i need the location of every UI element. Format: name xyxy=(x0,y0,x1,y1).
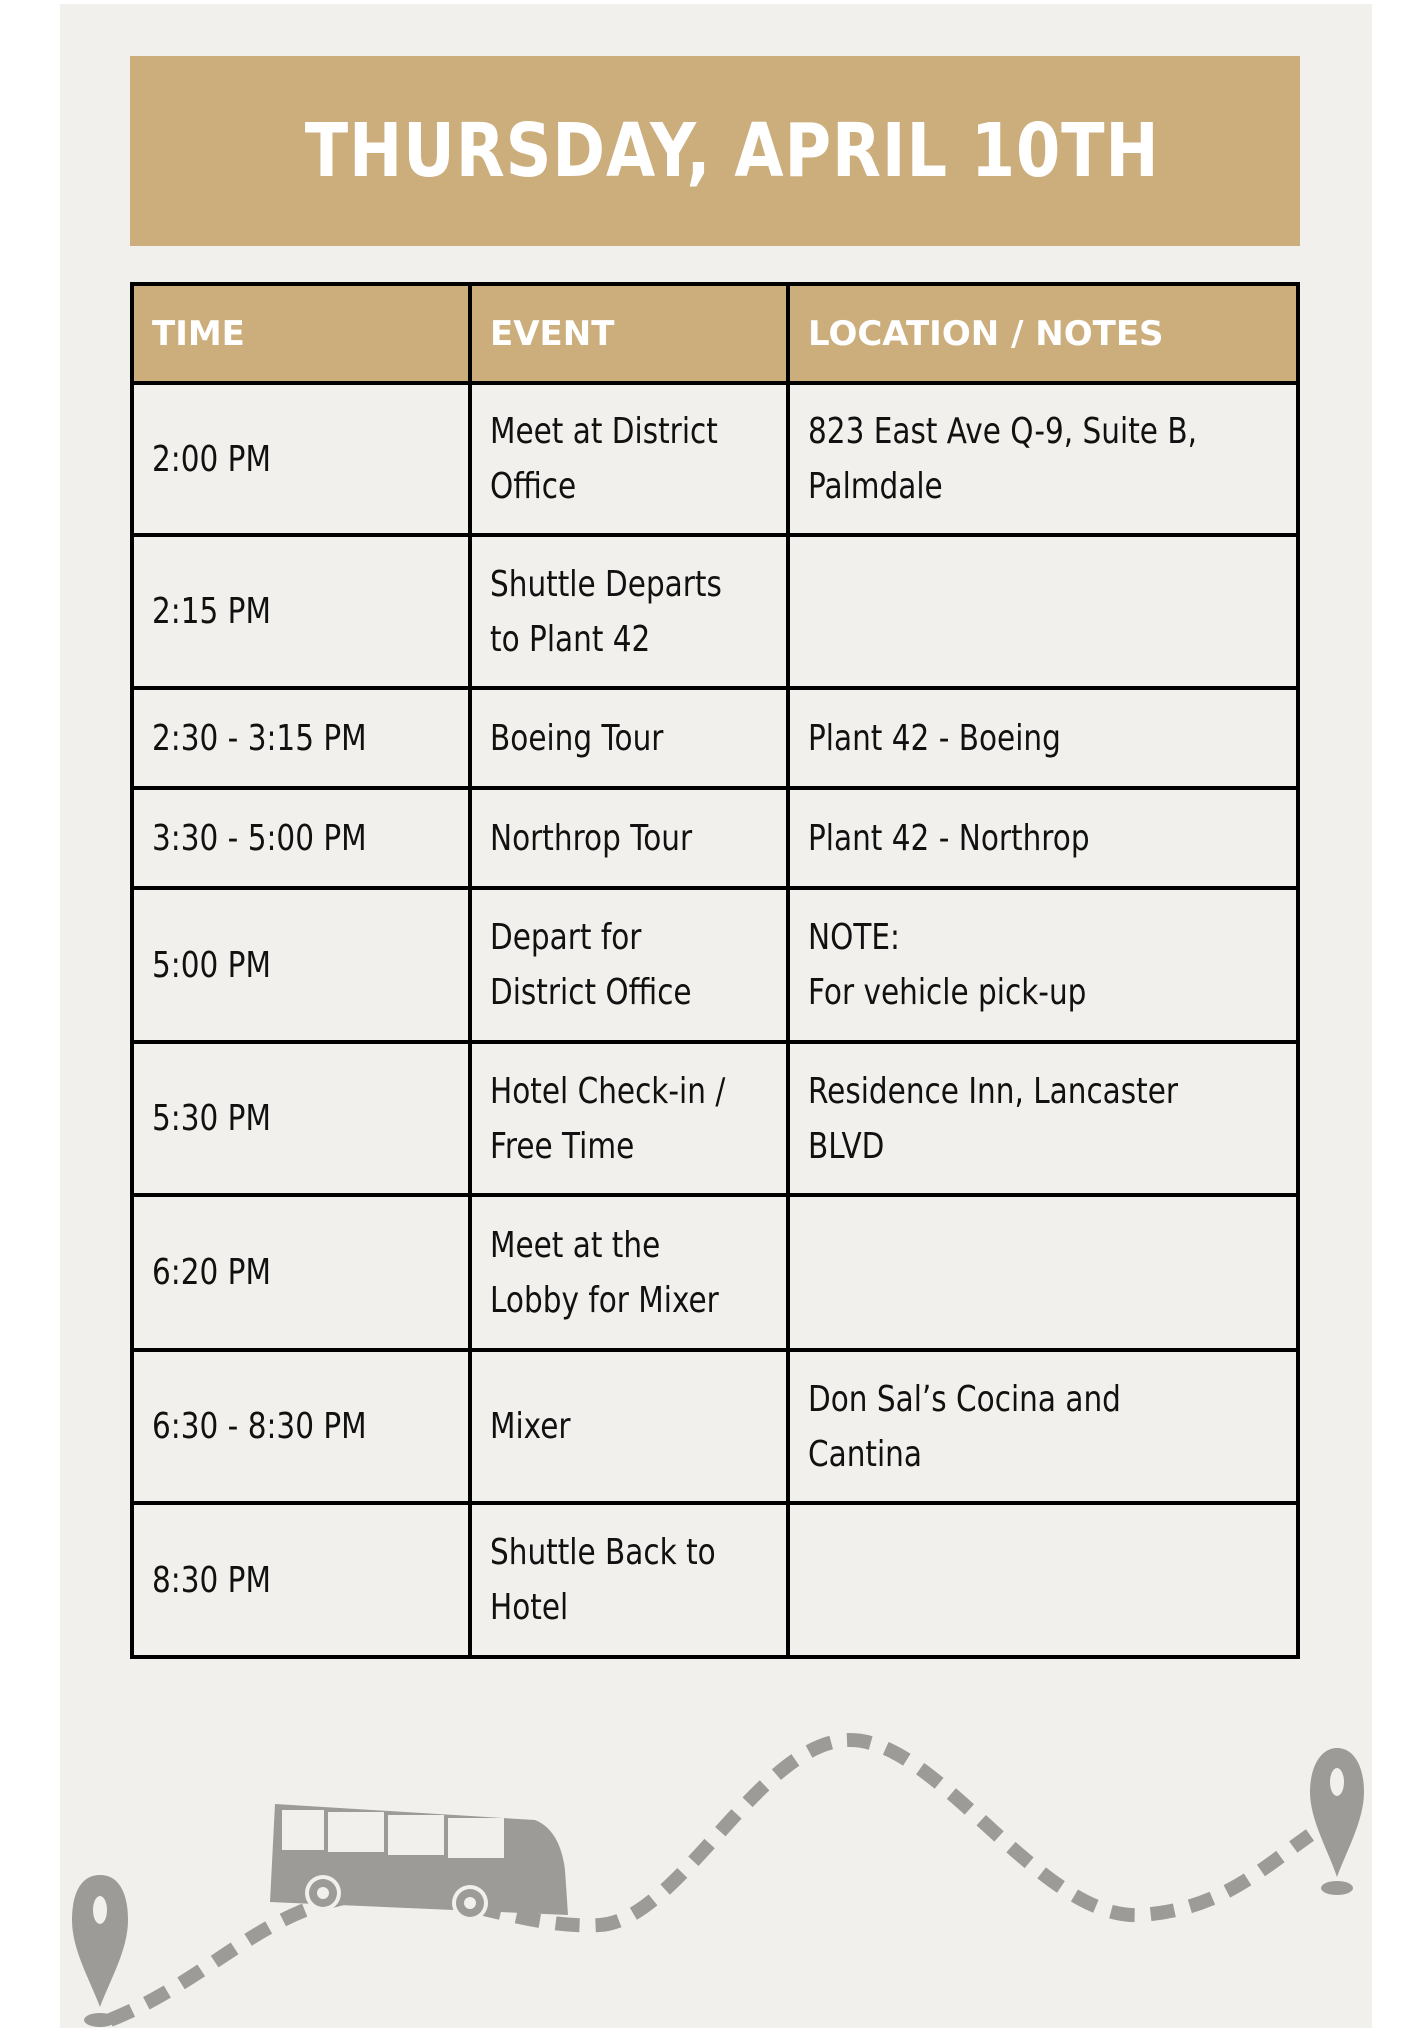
event-cell-text: Shuttle Departs xyxy=(490,563,722,605)
event-cell-text: to Plant 42 xyxy=(490,618,651,660)
location-cell xyxy=(788,1503,1298,1657)
event-cell-text: Boeing Tour xyxy=(490,717,664,759)
table-row xyxy=(132,1503,1298,1657)
time-cell xyxy=(132,383,470,535)
event-cell-text: Depart for xyxy=(490,917,642,958)
start-map-pin-icon xyxy=(72,1875,128,2027)
schedule-table xyxy=(130,282,1300,1659)
location-cell-text: NOTE: xyxy=(808,917,900,958)
location-cell xyxy=(788,1195,1298,1350)
page-title: THURSDAY, APRIL 10TH xyxy=(304,108,1160,194)
location-cell xyxy=(788,688,1298,788)
event-cell xyxy=(470,888,788,1042)
location-cell-text: Plant 42 - Northrop xyxy=(808,817,1090,859)
location-cell-text: Palmdale xyxy=(808,466,943,507)
event-cell xyxy=(470,1350,788,1503)
location-cell-text: Residence Inn, Lancaster xyxy=(808,1070,1179,1112)
time-cell xyxy=(132,535,470,688)
table-header-row xyxy=(132,284,1298,383)
time-cell-text: 2:15 PM xyxy=(152,591,271,632)
bus-route-illustration xyxy=(60,1720,1372,2028)
location-cell-text: Cantina xyxy=(808,1433,922,1475)
time-cell xyxy=(132,1503,470,1657)
time-cell-text: 2:00 PM xyxy=(152,438,271,480)
event-cell xyxy=(470,788,788,888)
table-row xyxy=(132,1350,1298,1503)
event-cell-text: Hotel Check-in / xyxy=(490,1070,726,1112)
time-cell xyxy=(132,788,470,888)
time-cell xyxy=(132,888,470,1042)
time-cell-text: 5:00 PM xyxy=(152,944,271,986)
event-cell-text: Shuttle Back to xyxy=(490,1532,716,1573)
table-row xyxy=(132,1042,1298,1195)
event-cell-text: Meet at District xyxy=(490,411,718,452)
end-map-pin-icon xyxy=(1310,1748,1364,1895)
time-cell-text: 2:30 - 3:15 PM xyxy=(152,717,367,759)
date-banner xyxy=(130,56,1300,246)
location-cell xyxy=(788,383,1298,535)
location-cell-text: Don Sal’s Cocina and xyxy=(808,1378,1121,1420)
time-cell-text: 5:30 PM xyxy=(152,1098,271,1139)
time-cell-text: 6:20 PM xyxy=(152,1252,271,1293)
event-cell-text: Northrop Tour xyxy=(490,817,693,859)
bus-icon xyxy=(270,1804,568,1921)
column-header-event: EVENT xyxy=(470,284,788,383)
time-cell xyxy=(132,1195,470,1350)
event-cell xyxy=(470,1503,788,1657)
location-cell-text: For vehicle pick-up xyxy=(808,972,1087,1013)
time-cell xyxy=(132,688,470,788)
event-cell-text: Meet at the xyxy=(490,1224,661,1266)
table-row xyxy=(132,535,1298,688)
event-cell xyxy=(470,688,788,788)
event-cell-text: Free Time xyxy=(490,1125,635,1167)
location-cell xyxy=(788,788,1298,888)
event-cell-text: Hotel xyxy=(490,1587,569,1628)
event-cell xyxy=(470,383,788,535)
location-cell xyxy=(788,535,1298,688)
location-cell-text: BLVD xyxy=(808,1125,885,1167)
time-cell-text: 6:30 - 8:30 PM xyxy=(152,1406,367,1447)
table-row xyxy=(132,383,1298,535)
time-cell xyxy=(132,1350,470,1503)
location-cell-text: 823 East Ave Q-9, Suite B, xyxy=(808,411,1197,452)
column-header-time: TIME xyxy=(132,284,470,383)
time-cell-text: 8:30 PM xyxy=(152,1559,271,1601)
event-cell xyxy=(470,1195,788,1350)
table-row xyxy=(132,688,1298,788)
location-cell xyxy=(788,1350,1298,1503)
location-cell xyxy=(788,1042,1298,1195)
event-cell-text: Mixer xyxy=(490,1406,571,1447)
table-row xyxy=(132,788,1298,888)
time-cell-text: 3:30 - 5:00 PM xyxy=(152,817,367,859)
event-cell-text: District Office xyxy=(490,972,692,1013)
column-header-location: LOCATION / NOTES xyxy=(788,284,1298,383)
event-cell-text: Office xyxy=(490,466,577,507)
event-cell xyxy=(470,1042,788,1195)
table-row xyxy=(132,1195,1298,1350)
table-row xyxy=(132,888,1298,1042)
time-cell xyxy=(132,1042,470,1195)
event-cell-text: Lobby for Mixer xyxy=(490,1279,719,1321)
event-cell xyxy=(470,535,788,688)
location-cell-text: Plant 42 - Boeing xyxy=(808,717,1061,759)
location-cell xyxy=(788,888,1298,1042)
